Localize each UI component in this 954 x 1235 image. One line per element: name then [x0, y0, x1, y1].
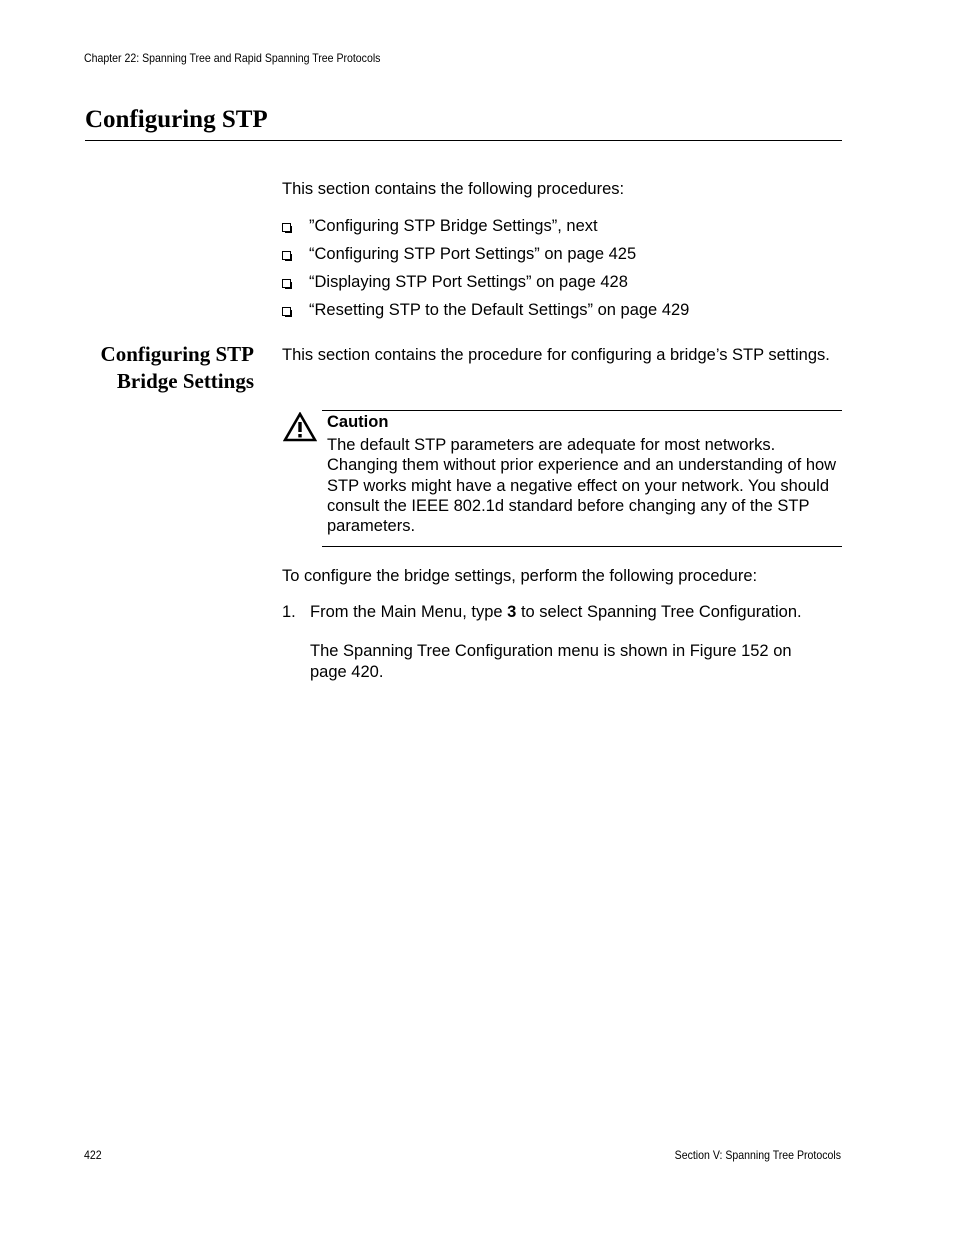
- subsection-title-line1: Configuring STP: [100, 342, 254, 366]
- procedure-link[interactable]: “Configuring STP Port Settings” on page 425: [309, 245, 637, 263]
- subsection-intro: This section contains the procedure for configuring a bridge’s STP settings.: [282, 346, 830, 364]
- checkbox-bullet-icon: [282, 223, 291, 232]
- list-item: [282, 272, 689, 300]
- procedure-link[interactable]: “Resetting STP to the Default Settings” on page 429: [309, 301, 690, 319]
- caution-title: Caution: [327, 413, 389, 431]
- caution-rule-top: [322, 410, 842, 411]
- list-item: [282, 216, 689, 244]
- caution-text: The default STP parameters are adequate for most networks. Changing them without prior experience and an understanding of how STP works might have a negative effect on your network. You should consult the IEEE 802.1d standard before changing any of the STP parameters.: [327, 436, 837, 536]
- page-number: 422: [84, 1148, 102, 1162]
- warning-triangle-icon: [283, 412, 317, 442]
- procedure-link[interactable]: ”Configuring STP Bridge Settings”, next: [309, 217, 598, 235]
- subsection-title-line2: Bridge Settings: [116, 369, 254, 393]
- checkbox-bullet-icon: [282, 279, 291, 288]
- running-header: Chapter 22: Spanning Tree and Rapid Spanning Tree Protocols: [84, 51, 381, 65]
- step-number: 1.: [282, 603, 296, 621]
- list-item: [282, 300, 689, 328]
- caution-rule-bottom: [322, 546, 842, 547]
- title-rule: [85, 140, 842, 141]
- procedure-list: [282, 216, 689, 328]
- list-item: [282, 244, 689, 272]
- procedure-link[interactable]: “Displaying STP Port Settings” on page 428: [309, 273, 628, 291]
- subsection-title: [101, 341, 254, 395]
- footer-section: Section V: Spanning Tree Protocols: [674, 1148, 841, 1162]
- step-note: The Spanning Tree Configuration menu is shown in Figure 152 on page 420.: [310, 642, 792, 681]
- procedure-intro: To configure the bridge settings, perform the following procedure:: [282, 567, 758, 585]
- checkbox-bullet-icon: [282, 307, 291, 316]
- section-title: Configuring STP: [85, 106, 268, 133]
- step-text: From the Main Menu, type 3 to select Spanning Tree Configuration.: [310, 603, 802, 621]
- section-intro: This section contains the following procedures:: [282, 180, 625, 198]
- checkbox-bullet-icon: [282, 251, 291, 260]
- step-key: 3: [507, 603, 517, 621]
